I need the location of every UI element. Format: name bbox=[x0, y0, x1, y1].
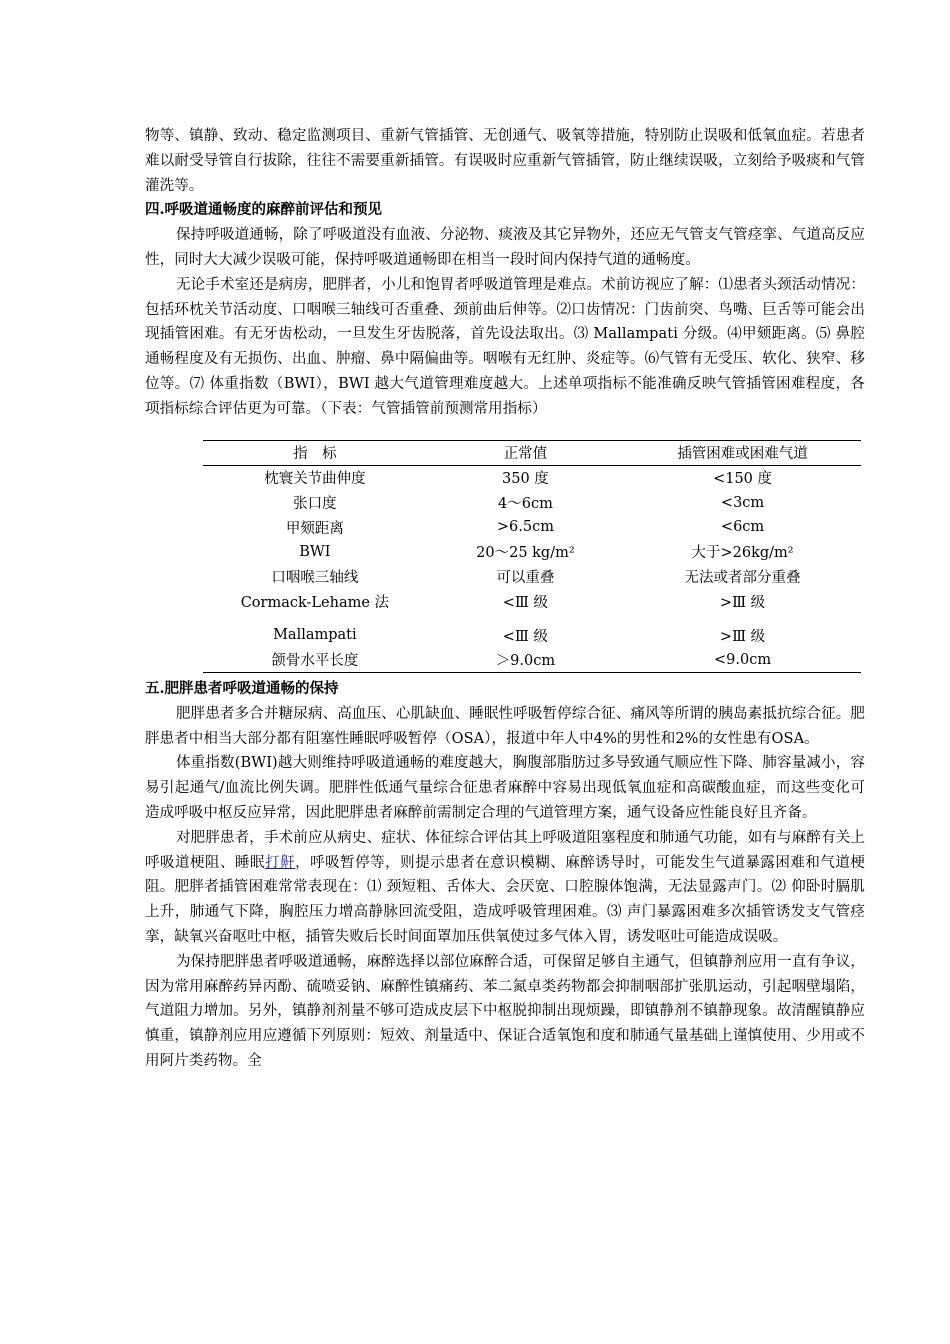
intubation-predictor-table bbox=[203, 440, 861, 674]
table-cell: 口咽喉三轴线 bbox=[271, 570, 359, 587]
table-cell: 可以重叠 bbox=[496, 570, 555, 587]
snoring-link[interactable]: 打鼾 bbox=[265, 854, 296, 871]
table-cell: 20～25 kg/m² bbox=[476, 545, 575, 562]
table-cell: <150 度 bbox=[713, 471, 773, 488]
col-header-difficult: 插管困难或困难气道 bbox=[624, 440, 861, 465]
document-page bbox=[145, 124, 865, 1074]
table-cell: BWI bbox=[299, 543, 331, 560]
table-cell: <Ⅲ 级 bbox=[502, 594, 549, 611]
paragraph-text: ，呼吸暂停等，则提示患者在意识模糊、麻醉诱导时，可能发生气道暴露困难和气道梗阻。肥胖者插管困难常常表现在：⑴ 颈短粗、舌体大、会厌宽、口腔腺体饱满，无法显露声门。⑵ 仰卧时膈肌上升，肺通气下降，胸腔压力增高静脉回流受阻，造成呼吸管理困难。⑶ 声门暴露困难多次插管诱发支气管痉挛，缺氧兴奋呕吐中枢，插管失败后长时间面罩加压供氧使过多气体入胃，诱发呕吐可能造成误吸。 bbox=[145, 854, 866, 946]
table-row bbox=[203, 515, 861, 540]
paragraph-text: 对肥胖患者，手术前应从病史、症状、体征综合评估其上呼吸道阻塞程度和肺通气功能，如有与麻醉有关上呼吸道梗阻、睡眠 bbox=[145, 829, 865, 871]
table-cell: >6.5cm bbox=[496, 519, 554, 536]
col-header-normal: 正常值 bbox=[427, 440, 624, 465]
table-row bbox=[203, 540, 861, 565]
section-5-paragraph-1: 肥胖患者多合并糖尿病、高血压、心肌缺血、睡眠性呼吸暂停综合征、痛风等所谓的胰岛素抵抗综合征。肥胖患者中相当大部分都有阻塞性睡眠呼吸暂停（OSA），报道中年人中4%的男性和2%的女性患有OSA。 bbox=[145, 705, 865, 747]
table-row bbox=[203, 614, 861, 648]
section-5-paragraph-2: 体重指数(BWI)越大则维持呼吸道通畅的难度越大，胸腹部脂肪过多导致通气顺应性下降、肺容量减小，容易引起通气/血流比例失调。肥胖性低通气量综合征患者麻醉中容易出现低氧血症和高碳酸血症，而这些变化可造成呼吸中枢反应异常，因此肥胖患者麻醉前需制定合理的气道管理方案，通气设备应性能良好且齐备。 bbox=[145, 755, 865, 822]
table-header-row bbox=[203, 440, 861, 465]
table-row bbox=[203, 490, 861, 515]
paragraph-continuation: 物等、镇静、致动、稳定监测项目、重新气管插管、无创通气、吸氧等措施，特别防止误吸和低氧血症。若患者难以耐受导管自行拔除，往往不需要重新插管。有误吸时应重新气管插管，防止继续误吸，立刻给予吸痰和气管灌洗等。 bbox=[145, 128, 865, 194]
section-4-heading: 四.呼吸道通畅度的麻醉前评估和预见 bbox=[145, 201, 383, 219]
table-cell: <9.0cm bbox=[624, 647, 861, 672]
table-row bbox=[203, 647, 861, 672]
table-cell: 颌骨水平长度 bbox=[203, 647, 427, 672]
table-cell: 4～6cm bbox=[498, 496, 553, 513]
table-cell: >Ⅲ 级 bbox=[719, 628, 766, 645]
table-cell: 大于>26kg/m² bbox=[691, 545, 794, 562]
table-cell: ＞9.0cm bbox=[427, 647, 624, 672]
table-cell: 甲颏距离 bbox=[285, 520, 344, 537]
section-5-heading: 五.肥胖患者呼吸道通畅的保持 bbox=[145, 680, 339, 698]
table-row bbox=[203, 564, 861, 589]
table-cell: 枕寰关节曲伸度 bbox=[264, 471, 366, 488]
section-5-paragraph-4: 为保持肥胖患者呼吸道通畅，麻醉选择以部位麻醉合适，可保留足够自主通气，但镇静剂应用一直有争议，因为常用麻醉药异丙酚、硫喷妥钠、麻醉性镇痛药、苯二氮卓类药物都会抑制咽部扩张肌运动，引起咽壁塌陷，气道阻力增加。另外，镇静剂剂量不够可造成皮层下中枢脱抑制出现烦躁，即镇静剂不镇静现象。故清醒镇静应慎重，镇静剂应用应遵循下列原则：短效、剂量适中、保证合适氧饱和度和肺通气量基础上谨慎使用、少用或不用阿片类药物。全 bbox=[145, 953, 865, 1070]
table-cell: <3cm bbox=[720, 494, 765, 511]
table-cell: Cormack-Lehame 法 bbox=[240, 594, 390, 611]
table-cell: 张口度 bbox=[293, 496, 337, 513]
table-cell: >Ⅲ 级 bbox=[719, 594, 766, 611]
table-cell: Mallampati bbox=[273, 627, 357, 644]
table-cell: <6cm bbox=[720, 519, 765, 536]
table-row bbox=[203, 589, 861, 614]
table-row bbox=[203, 465, 861, 490]
table-cell: <Ⅲ 级 bbox=[502, 628, 549, 645]
table-cell: 350 度 bbox=[502, 471, 549, 488]
col-header-indicator: 指 标 bbox=[203, 440, 427, 465]
table-cell: 无法或者部分重叠 bbox=[684, 570, 801, 587]
section-4-paragraph-2: 无论手术室还是病房，肥胖者，小儿和饱胃者呼吸道管理是难点。术前访视应了解：⑴患者头颈活动情况：包括环枕关节活动度、口咽喉三轴线可否重叠、颈前曲后伸等。⑵口齿情况：门齿前突、鸟嘴、巨舌等可能会出现插管困难。有无牙齿松动，一旦发生牙齿脱落，首先设法取出。⑶ Mallampati 分级。⑷甲颏距离。⑸ 鼻腔通畅程度及有无损伤、出血、肿瘤、鼻中隔偏曲等。咽喉有无红肿、炎症等。⑹气管有无受压、软化、狭窄、移位等。⑺ 体重指数（BWI），BWI 越大气道管理难度越大。上述单项指标不能准确反映气管插管困难程度，各项指标综合评估更为可靠。（下表：气管插管前预测常用指标） bbox=[145, 276, 865, 417]
section-5-paragraph-3 bbox=[145, 826, 865, 950]
section-4-paragraph-1: 保持呼吸道通畅，除了呼吸道没有血液、分泌物、痰液及其它异物外，还应无气管支气管痉挛、气道高反应性，同时大大减少误吸可能，保持呼吸道通畅即在相当一段时间内保持气道的通畅度。 bbox=[145, 227, 865, 268]
